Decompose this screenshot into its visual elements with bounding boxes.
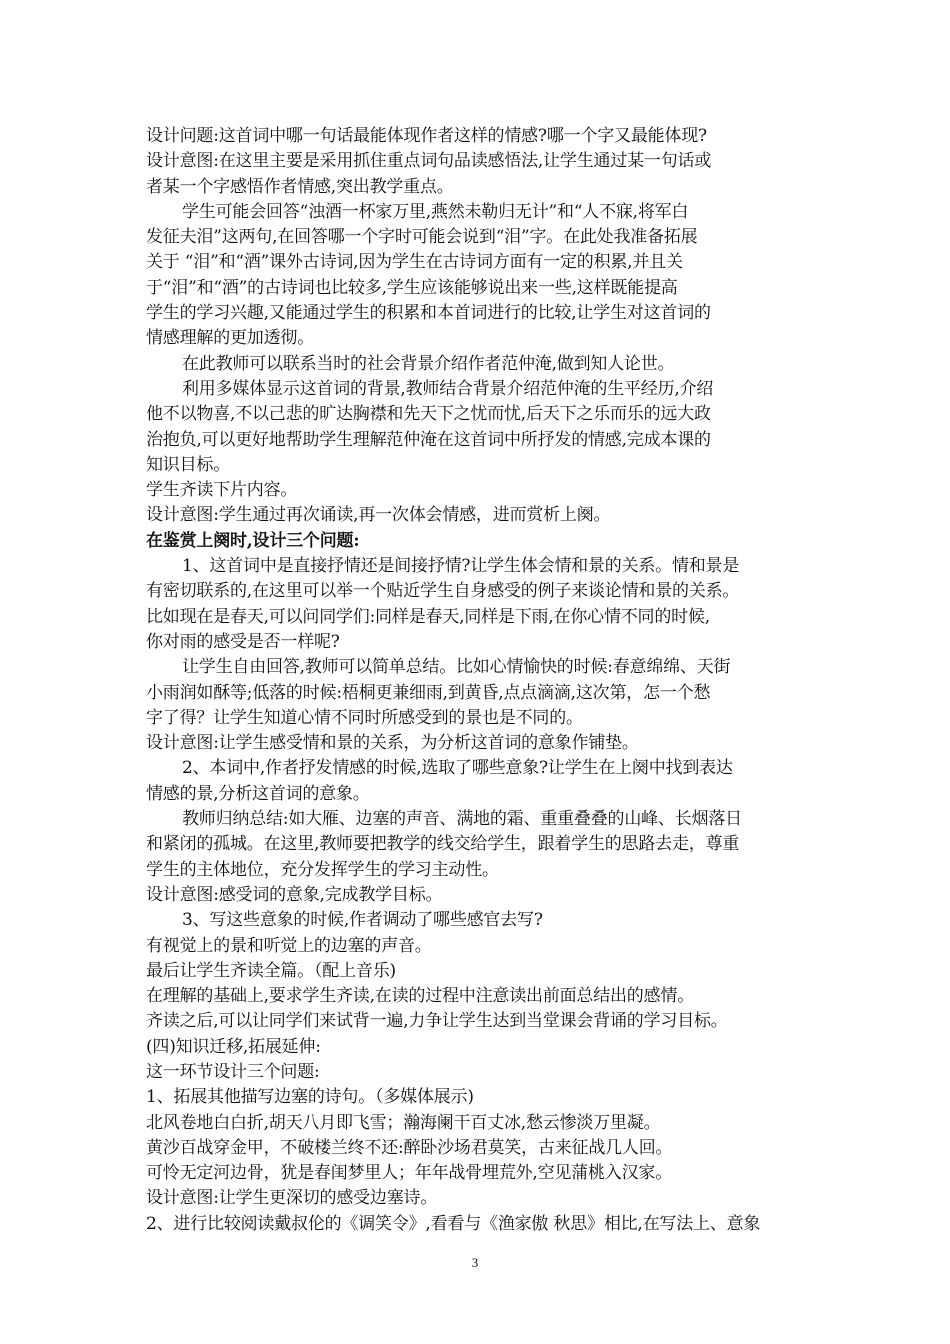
- text-line: 关于 “泪”和“酒”课外古诗词,因为学生在古诗词方面有一定的积累,并且关: [146, 252, 683, 273]
- text-line: 2、本词中,作者抒发情感的时候,选取了哪些意象?让学生在上阕中找到表达: [182, 758, 733, 779]
- text-line: 这一环节设计三个问题:: [146, 1061, 320, 1082]
- text-line: 北风卷地白白折,胡天八月即飞雪；瀚海阑干百丈冰,愁云惨淡万里凝。: [146, 1112, 661, 1133]
- text-line: 设计意图:让学生感受情和景的关系，为分析这首词的意象作铺垫。: [146, 733, 639, 754]
- text-line: 知识目标。: [146, 454, 230, 475]
- text-line: 有密切联系的,在这里可以举一个贴近学生自身感受的例子来谈论情和景的关系。: [146, 581, 740, 602]
- text-line: 比如现在是春天,可以问同学们:同样是春天,同样是下雨,在你心情不同的时候,: [146, 606, 710, 627]
- text-line: 学生的主体地位，充分发挥学生的学习主动性。: [146, 859, 499, 880]
- text-line: 设计意图:在这里主要是采用抓住重点词句品读感悟法,让学生通过某一句话或: [146, 151, 712, 172]
- text-line: 让学生自由回答,教师可以简单总结。比如心情愉快的时候:春意绵绵、天街: [182, 657, 731, 678]
- text-line: 你对雨的感受是否一样呢?: [146, 631, 340, 652]
- page-number: 3: [471, 1255, 479, 1270]
- text-line: 学生的学习兴趣,又能通过学生的积累和本首词进行的比较,让学生对这首词的: [146, 303, 711, 324]
- text-line: 设计意图:让学生更深切的感受边塞诗。: [146, 1188, 438, 1209]
- text-line: 2、进行比较阅读戴叔伦的《调笑令》,看看与《渔家傲 秋思》相比,在写法上、意象: [146, 1213, 761, 1234]
- text-line: 和紧闭的孤城。在这里,教师要把教学的线交给学生，跟着学生的思路去走，尊重: [146, 834, 740, 855]
- text-line: 学生齐读下片内容。: [146, 480, 298, 501]
- text-line: 他不以物喜,不以己悲的旷达胸襟和先天下之忧而忧,后天下之乐而乐的远大政: [146, 404, 711, 425]
- text-line: 在此教师可以联系当时的社会背景介绍作者范仲淹,做到知人论世。: [182, 353, 675, 374]
- text-line: 发征夫泪”这两句,在回答哪一个字时可能会说到“泪”字。在此处我准备拓展: [146, 227, 698, 248]
- text-line: 有视觉上的景和听觉上的边塞的声音。: [146, 935, 432, 956]
- section-heading: 在鉴赏上阕时,设计三个问题:: [146, 530, 360, 551]
- text-line: 齐读之后,可以让同学们来试背一遍,力争让学生达到当堂课会背诵的学习目标。: [146, 1011, 728, 1032]
- text-line: 者某一个字感悟作者情感,突出教学重点。: [146, 176, 454, 197]
- text-line: 设计意图:感受词的意象,完成教学目标。: [146, 884, 443, 905]
- text-line: 设计问题:这首词中哪一句话最能体现作者这样的情感?哪一个字又最能体现?: [146, 126, 707, 146]
- text-line: 最后让学生齐读全篇。（配上音乐): [146, 960, 396, 981]
- text-line: 在理解的基础上,要求学生齐读,在读的过程中注意读出前面总结出的感情。: [146, 986, 695, 1007]
- text-line: 学生可能会回答“浊酒一杯家万里,燕然未勒归无计”和“人不寐,将军白: [182, 201, 689, 222]
- text-line: (四)知识迁移,拓展延伸:: [146, 1036, 321, 1057]
- text-line: 1、这首词中是直接抒情还是间接抒情?让学生体会情和景的关系。情和景是: [182, 556, 740, 577]
- text-line: 于“泪”和“酒”的古诗词也比较多,学生应该能够说出来一些,这样既能提高: [146, 277, 678, 298]
- body-text: [146, 124, 810, 1237]
- text-line: 治抱负,可以更好地帮助学生理解范仲淹在这首词中所抒发的情感,完成本课的: [146, 429, 711, 450]
- text-line: 黄沙百战穿金甲，不破楼兰终不还:醉卧沙场君莫笑，古来征战几人回。: [146, 1137, 673, 1158]
- text-line: 字了得？让学生知道心情不同时所感受到的景也是不同的。: [146, 707, 583, 728]
- text-line: 1、拓展其他描写边塞的诗句。（多媒体展示): [146, 1087, 474, 1108]
- text-line: 教师归纳总结:如大雁、边塞的声音、满地的霜、重重叠叠的山峰、长烟落日: [182, 809, 742, 830]
- text-line: 情感的景,分析这首词的意象。: [146, 783, 370, 804]
- text-line: 可怜无定河边骨，犹是春闺梦里人；年年战骨埋荒外,空见蒲桃入汉家。: [146, 1163, 673, 1184]
- text-line: 设计意图:学生通过再次诵读,再一次体会情感，进而赏析上阕。: [146, 505, 611, 526]
- text-line: 小雨润如酥等;低落的时候:梧桐更兼细雨,到黄昏,点点滴滴,这次第，怎一个愁: [146, 682, 711, 703]
- text-line: 情感理解的更加透彻。: [146, 328, 314, 349]
- text-line: 利用多媒体显示这首词的背景,教师结合背景介绍范仲淹的生平经历,介绍: [182, 378, 714, 399]
- text-line: 3、写这些意象的时候,作者调动了哪些感官去写?: [182, 910, 543, 931]
